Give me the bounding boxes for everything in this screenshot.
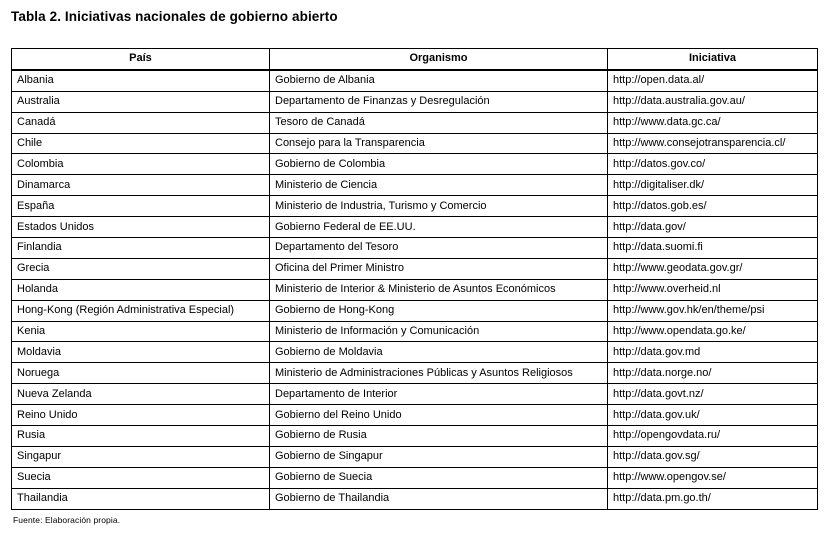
cell-pais: Rusia [12, 426, 270, 447]
cell-iniciativa: http://open.data.al/ [608, 70, 818, 91]
cell-organismo: Gobierno de Thailandia [270, 488, 608, 509]
cell-organismo: Consejo para la Transparencia [270, 133, 608, 154]
initiatives-table [11, 48, 818, 510]
cell-organismo: Departamento de Finanzas y Desregulación [270, 91, 608, 112]
table-row [12, 488, 818, 509]
column-header-organismo: Organismo [270, 49, 608, 70]
table-title: Tabla 2. Iniciativas nacionales de gobierno abierto [11, 9, 338, 24]
table-row [12, 384, 818, 405]
column-header-iniciativa: Iniciativa [608, 49, 818, 70]
table-row [12, 154, 818, 175]
table-row [12, 321, 818, 342]
cell-iniciativa: http://opengovdata.ru/ [608, 426, 818, 447]
cell-iniciativa: http://www.gov.hk/en/theme/psi [608, 300, 818, 321]
cell-pais: Noruega [12, 363, 270, 384]
cell-organismo: Ministerio de Interior & Ministerio de Asuntos Económicos [270, 279, 608, 300]
cell-organismo: Ministerio de Industria, Turismo y Comercio [270, 196, 608, 217]
cell-pais: Albania [12, 70, 270, 91]
cell-pais: Chile [12, 133, 270, 154]
cell-organismo: Departamento de Interior [270, 384, 608, 405]
cell-iniciativa: http://data.gov.md [608, 342, 818, 363]
cell-organismo: Gobierno Federal de EE.UU. [270, 217, 608, 238]
table-row [12, 446, 818, 467]
cell-pais: Canadá [12, 112, 270, 133]
table-row [12, 426, 818, 447]
table-row [12, 175, 818, 196]
cell-iniciativa: http://www.opengov.se/ [608, 467, 818, 488]
cell-pais: Estados Unidos [12, 217, 270, 238]
cell-organismo: Departamento del Tesoro [270, 238, 608, 259]
cell-pais: Finlandia [12, 238, 270, 259]
cell-iniciativa: http://www.overheid.nl [608, 279, 818, 300]
cell-organismo: Ministerio de Ciencia [270, 175, 608, 196]
cell-organismo: Gobierno de Colombia [270, 154, 608, 175]
table-row [12, 217, 818, 238]
column-header-pais: País [12, 49, 270, 70]
cell-iniciativa: http://datos.gov.co/ [608, 154, 818, 175]
cell-iniciativa: http://data.norge.no/ [608, 363, 818, 384]
table-row [12, 363, 818, 384]
cell-pais: Dinamarca [12, 175, 270, 196]
cell-organismo: Gobierno del Reino Unido [270, 405, 608, 426]
cell-iniciativa: http://data.australia.gov.au/ [608, 91, 818, 112]
cell-iniciativa: http://datos.gob.es/ [608, 196, 818, 217]
cell-pais: Grecia [12, 258, 270, 279]
cell-iniciativa: http://data.gov.sg/ [608, 446, 818, 467]
cell-pais: Reino Unido [12, 405, 270, 426]
cell-iniciativa: http://data.gov.uk/ [608, 405, 818, 426]
cell-organismo: Gobierno de Albania [270, 70, 608, 91]
cell-organismo: Tesoro de Canadá [270, 112, 608, 133]
table-row [12, 91, 818, 112]
table-row [12, 279, 818, 300]
cell-pais: Singapur [12, 446, 270, 467]
cell-organismo: Oficina del Primer Ministro [270, 258, 608, 279]
cell-iniciativa: http://digitaliser.dk/ [608, 175, 818, 196]
cell-pais: Colombia [12, 154, 270, 175]
cell-iniciativa: http://www.consejotransparencia.cl/ [608, 133, 818, 154]
cell-organismo: Gobierno de Hong-Kong [270, 300, 608, 321]
table-body [12, 70, 818, 509]
cell-pais: Holanda [12, 279, 270, 300]
table-row [12, 342, 818, 363]
cell-iniciativa: http://data.suomi.fi [608, 238, 818, 259]
cell-iniciativa: http://data.govt.nz/ [608, 384, 818, 405]
cell-pais: Nueva Zelanda [12, 384, 270, 405]
table-row [12, 112, 818, 133]
cell-pais: España [12, 196, 270, 217]
cell-pais: Moldavia [12, 342, 270, 363]
table-row [12, 258, 818, 279]
cell-pais: Thailandia [12, 488, 270, 509]
cell-iniciativa: http://www.data.gc.ca/ [608, 112, 818, 133]
cell-pais: Hong-Kong (Región Administrativa Especial) [12, 300, 270, 321]
cell-organismo: Ministerio de Información y Comunicación [270, 321, 608, 342]
table-row [12, 196, 818, 217]
table-row [12, 300, 818, 321]
cell-pais: Kenia [12, 321, 270, 342]
cell-organismo: Ministerio de Administraciones Públicas y Asuntos Religiosos [270, 363, 608, 384]
cell-organismo: Gobierno de Suecia [270, 467, 608, 488]
cell-iniciativa: http://data.pm.go.th/ [608, 488, 818, 509]
source-note: Fuente: Elaboración propia. [13, 515, 121, 525]
header-row [12, 49, 818, 70]
cell-organismo: Gobierno de Rusia [270, 426, 608, 447]
cell-organismo: Gobierno de Singapur [270, 446, 608, 467]
table-row [12, 405, 818, 426]
cell-iniciativa: http://data.gov/ [608, 217, 818, 238]
cell-iniciativa: http://www.opendata.go.ke/ [608, 321, 818, 342]
cell-organismo: Gobierno de Moldavia [270, 342, 608, 363]
table-row [12, 238, 818, 259]
cell-iniciativa: http://www.geodata.gov.gr/ [608, 258, 818, 279]
cell-pais: Suecia [12, 467, 270, 488]
table-row [12, 467, 818, 488]
table-row [12, 70, 818, 91]
cell-pais: Australia [12, 91, 270, 112]
table-row [12, 133, 818, 154]
